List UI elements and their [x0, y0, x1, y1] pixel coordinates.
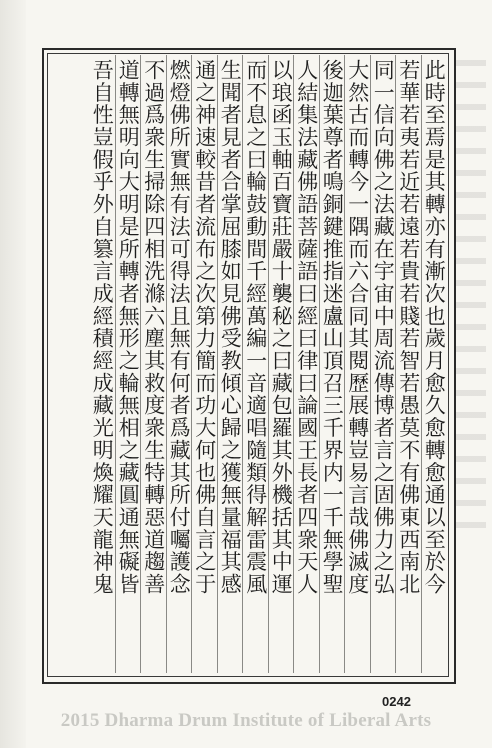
column-text: 不過爲衆生掃除四相洗滌六塵其救度衆生特轉惡道趨善	[141, 59, 166, 596]
text-column	[242, 55, 268, 673]
page-number: 0242	[382, 694, 411, 709]
column-text: 人結集法藏佛語菩薩語曰經曰律曰論國王長者四衆天人	[294, 59, 319, 596]
text-column	[421, 55, 447, 673]
text-column	[268, 55, 294, 673]
column-text: 同一信向佛之法藏在宇宙中周流傳博者言之固佛力之弘	[371, 59, 396, 596]
column-text: 大然古而轉今一隅而六合同其閱歷展轉豈易言哉佛滅度	[345, 59, 370, 596]
text-column	[89, 55, 115, 673]
column-text: 燃燈佛所實無有法可得法且無有何者爲藏其所付囑護念	[167, 59, 192, 596]
column-text: 而不息之曰輪鼓動間千經萬編一音適唱隨類得解雷震風	[243, 59, 268, 596]
show-through-marks	[456, 60, 486, 540]
text-columns	[48, 55, 446, 673]
column-text: 若華若夷若近若遠若貴若賤若智若愚莫不有佛東西南北	[396, 59, 421, 596]
text-column	[319, 55, 345, 673]
column-text: 此時至焉是其轉亦有漸次也歲月愈久愈轉愈通以至於今	[422, 59, 447, 596]
column-text: 生聞者見者合掌屈膝如見佛受教傾心歸之獲無量福其感	[218, 59, 243, 596]
scan-shadow	[0, 0, 26, 748]
text-column	[395, 55, 421, 673]
text-column	[293, 55, 319, 673]
watermark: 2015 Dharma Drum Institute of Liberal Arts	[60, 710, 432, 731]
column-text: 通之神速較昔者流布之次第力簡而功大何也佛自言之于	[192, 59, 217, 596]
column-text: 吾自性豈假乎外自篡言成經積經成藏光明煥耀天龍神鬼	[90, 59, 115, 596]
column-text: 道轉無明向大明是所轉者無形之輪無相之藏圓通無礙皆	[116, 59, 141, 596]
text-column	[217, 55, 243, 673]
text-column	[140, 55, 166, 673]
text-column	[166, 55, 192, 673]
text-column	[191, 55, 217, 673]
text-column	[115, 55, 141, 673]
column-text: 後迦葉尊者鳴銅鍵推指迷盧山頂召三千界内一千無學聖	[320, 59, 345, 596]
text-column	[370, 55, 396, 673]
column-text: 以琅函玉軸百寶莊嚴十襲秘之曰藏包羅其外機括其中運	[269, 59, 294, 596]
text-column	[344, 55, 370, 673]
